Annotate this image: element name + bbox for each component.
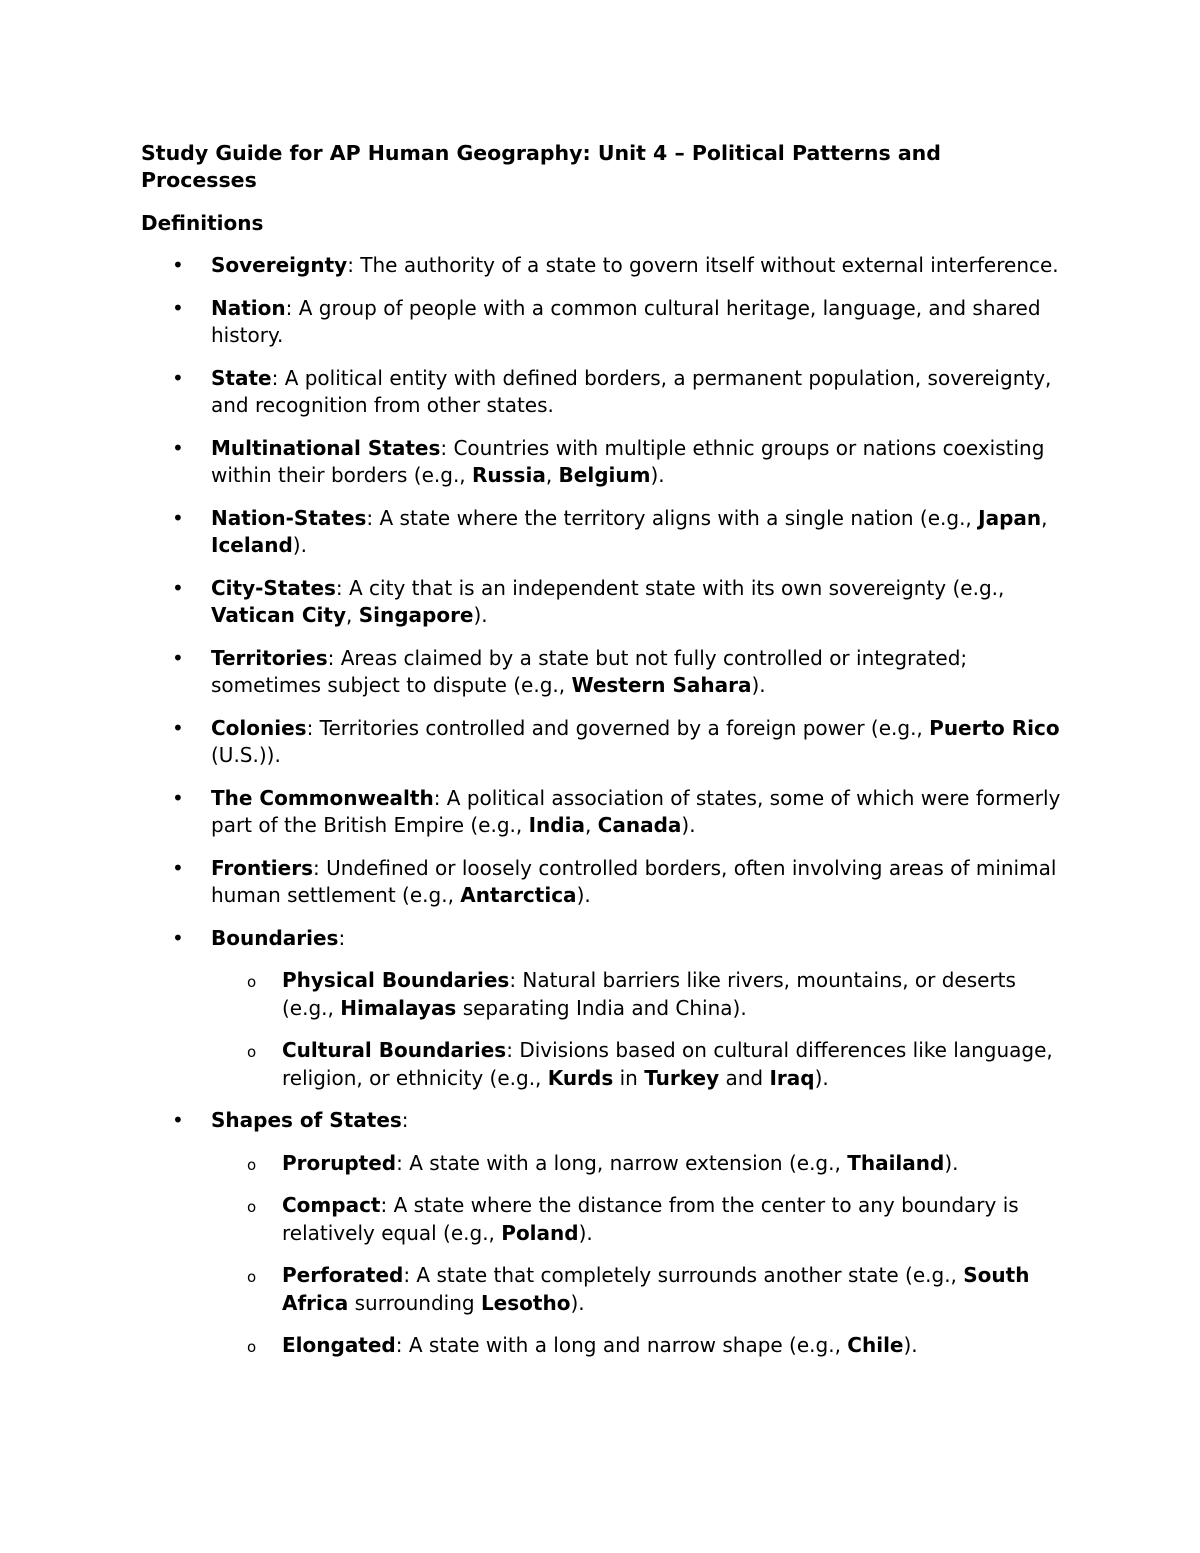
term: Cultural Boundaries	[282, 1038, 507, 1062]
bullet-icon: •	[172, 435, 184, 460]
list-item	[141, 855, 1061, 910]
bullet-icon: •	[172, 1108, 184, 1132]
term: City-States	[211, 575, 336, 600]
definition-text: : A state that completely surrounds another state (e.g.,	[403, 1263, 964, 1287]
definition-end: ).	[944, 1150, 959, 1175]
bullet-icon: •	[172, 855, 184, 880]
definition-text: : Territories controlled and governed by a foreign power (e.g.,	[306, 715, 930, 740]
term: Frontiers	[211, 855, 313, 880]
sub-list	[211, 967, 1061, 1092]
example-term: Japan	[978, 505, 1042, 530]
definition-end: ).	[814, 1065, 829, 1090]
sub-definition-content	[282, 968, 1016, 1020]
sub-definition-content	[282, 1263, 1029, 1315]
definition-text: : Areas claimed by a state but not fully controlled or integrated; sometimes subject to dispute (e.g.,	[211, 645, 968, 697]
example-term: Iraq	[769, 1065, 815, 1090]
definition-content	[211, 576, 1004, 628]
bullet-icon: •	[172, 575, 184, 600]
sub-definition-content	[282, 1038, 1053, 1090]
example-term: Turkey	[644, 1065, 720, 1090]
list-item	[141, 715, 1061, 770]
example-term: Lesotho	[480, 1290, 571, 1315]
list-item	[141, 295, 1061, 350]
list-item	[141, 785, 1061, 840]
bullet-icon: •	[172, 505, 184, 530]
example-term: Puerto Rico	[929, 715, 1060, 740]
document-page	[141, 140, 1061, 1375]
definition-content	[211, 1108, 409, 1132]
definition-end: ).	[578, 1220, 593, 1245]
example-term: South Africa	[282, 1263, 1030, 1315]
definition-end: (U.S.)).	[211, 743, 281, 767]
list-item	[141, 435, 1061, 490]
example-term: Vatican City	[211, 603, 346, 627]
sub-list-item	[141, 967, 1061, 1022]
definition-end: ).	[570, 1290, 585, 1315]
sub-bullet-icon: o	[247, 1198, 257, 1216]
bullet-icon: •	[172, 253, 184, 277]
term: Nation	[211, 295, 286, 320]
definition-content	[211, 253, 1059, 277]
sub-definition-content	[282, 1151, 959, 1175]
definition-text: : A state with a long, narrow extension (e.g.,	[396, 1150, 848, 1175]
sub-bullet-icon: o	[247, 1268, 257, 1286]
example-term: Chile	[847, 1333, 904, 1357]
bullet-icon: •	[172, 925, 184, 950]
separator-text: ,	[584, 813, 598, 837]
list-item	[141, 505, 1061, 560]
definition-text: : Undefined or loosely controlled borders, often involving areas of minimal human settlement (e.g.,	[211, 855, 1057, 907]
definition-end: ).	[650, 463, 665, 487]
definition-text: : Natural barriers like rivers, mountains, or deserts (e.g.,	[282, 968, 1016, 1020]
example-term: Canada	[597, 813, 682, 837]
definition-text: : A state where the territory aligns with a single nation (e.g.,	[366, 505, 979, 530]
definition-content	[211, 856, 1056, 908]
separator-text: ,	[545, 463, 559, 487]
separator-text: in	[613, 1065, 645, 1090]
definition-text: : The authority of a state to govern itself without external interference.	[347, 253, 1059, 277]
definition-content	[211, 506, 1048, 558]
definition-content	[211, 436, 1044, 488]
term: Nation-States	[211, 505, 367, 530]
definition-text: : A state with a long and narrow shape (e.g.,	[395, 1333, 848, 1357]
term: Physical Boundaries	[282, 968, 510, 992]
term: Sovereignty	[211, 253, 348, 277]
definitions-list	[141, 252, 1061, 1360]
example-term: Kurds	[547, 1065, 614, 1090]
example-term: Belgium	[558, 463, 651, 487]
sub-list-item	[141, 1150, 1061, 1178]
term: Compact	[282, 1193, 381, 1217]
example-term: Singapore	[358, 603, 474, 627]
sub-list-item	[141, 1332, 1061, 1360]
sub-bullet-icon: o	[247, 1043, 257, 1061]
list-item	[141, 252, 1061, 280]
term: The Commonwealth	[211, 785, 434, 810]
example-term: Western Sahara	[571, 673, 752, 697]
example-term: Iceland	[211, 533, 293, 557]
section-heading-definitions: Definitions	[141, 211, 264, 235]
definition-end: ).	[903, 1333, 918, 1357]
definition-text: : Countries with multiple ethnic groups or nations coexisting within their borders (e.g.,	[211, 435, 1045, 487]
sub-bullet-icon: o	[247, 973, 257, 991]
example-term: Himalayas	[340, 995, 457, 1020]
bullet-icon: •	[172, 645, 184, 670]
definition-text: : A state where the distance from the center to any boundary is relatively equal (e.g.,	[282, 1193, 1019, 1245]
example-term: Russia	[472, 463, 546, 487]
separator-text: surrounding	[348, 1290, 481, 1315]
term: State	[211, 365, 272, 390]
definition-text: :	[401, 1108, 409, 1132]
definition-end: ).	[751, 673, 766, 697]
definition-text: : A political association of states, some of which were formerly part of the British Empire (e.g.,	[211, 785, 1061, 837]
list-item	[141, 1107, 1061, 1360]
example-term: India	[528, 813, 585, 837]
list-item	[141, 925, 1061, 1093]
example-term: Thailand	[847, 1150, 945, 1175]
separator-text: ,	[345, 603, 359, 627]
separator-text: ,	[1041, 505, 1048, 530]
definition-content	[211, 296, 1041, 348]
sub-bullet-icon: o	[247, 1338, 257, 1356]
term: Territories	[211, 645, 328, 670]
example-term: Antarctica	[460, 883, 577, 907]
definition-text: : A group of people with a common cultural heritage, language, and shared history.	[211, 295, 1041, 347]
separator-text: and	[719, 1065, 770, 1090]
term: Colonies	[211, 715, 307, 740]
term: Shapes of States	[211, 1108, 402, 1132]
definition-content	[211, 646, 967, 698]
document-title: Study Guide for AP Human Geography: Unit 4 – Political Patterns and Processes	[141, 141, 941, 192]
list-item	[141, 645, 1061, 700]
term: Multinational States	[211, 435, 441, 460]
term: Boundaries	[211, 925, 339, 950]
definition-end: ).	[681, 813, 696, 837]
definition-end: ).	[292, 533, 307, 557]
definition-text: : A city that is an independent state with its own sovereignty (e.g.,	[335, 575, 1005, 600]
sub-list-item	[141, 1192, 1061, 1247]
sub-definition-content	[282, 1333, 918, 1357]
definition-text: : Divisions based on cultural differences like language, religion, or ethnicity (e.g.,	[282, 1038, 1053, 1090]
definition-end: ).	[576, 883, 591, 907]
sub-definition-content	[282, 1193, 1019, 1245]
bullet-icon: •	[172, 365, 184, 390]
definition-content	[211, 926, 345, 950]
definition-text: :	[338, 925, 346, 950]
sub-list	[211, 1150, 1061, 1360]
term: Prorupted	[282, 1150, 397, 1175]
list-item	[141, 575, 1061, 630]
term: Perforated	[282, 1263, 404, 1287]
sub-list-item	[141, 1262, 1061, 1317]
bullet-icon: •	[172, 785, 184, 810]
sub-list-item	[141, 1037, 1061, 1092]
example-term: Poland	[501, 1220, 579, 1245]
definition-end: ).	[473, 603, 488, 627]
definition-end: separating India and China).	[456, 995, 747, 1020]
definition-content	[211, 716, 1060, 768]
definition-text: : A political entity with defined borders, a permanent population, sovereignty, and recognition from other states.	[211, 365, 1052, 417]
term: Elongated	[282, 1333, 396, 1357]
bullet-icon: •	[172, 295, 184, 320]
bullet-icon: •	[172, 715, 184, 740]
definition-content	[211, 786, 1060, 838]
list-item	[141, 365, 1061, 420]
sub-bullet-icon: o	[247, 1155, 257, 1174]
definition-content	[211, 366, 1051, 418]
